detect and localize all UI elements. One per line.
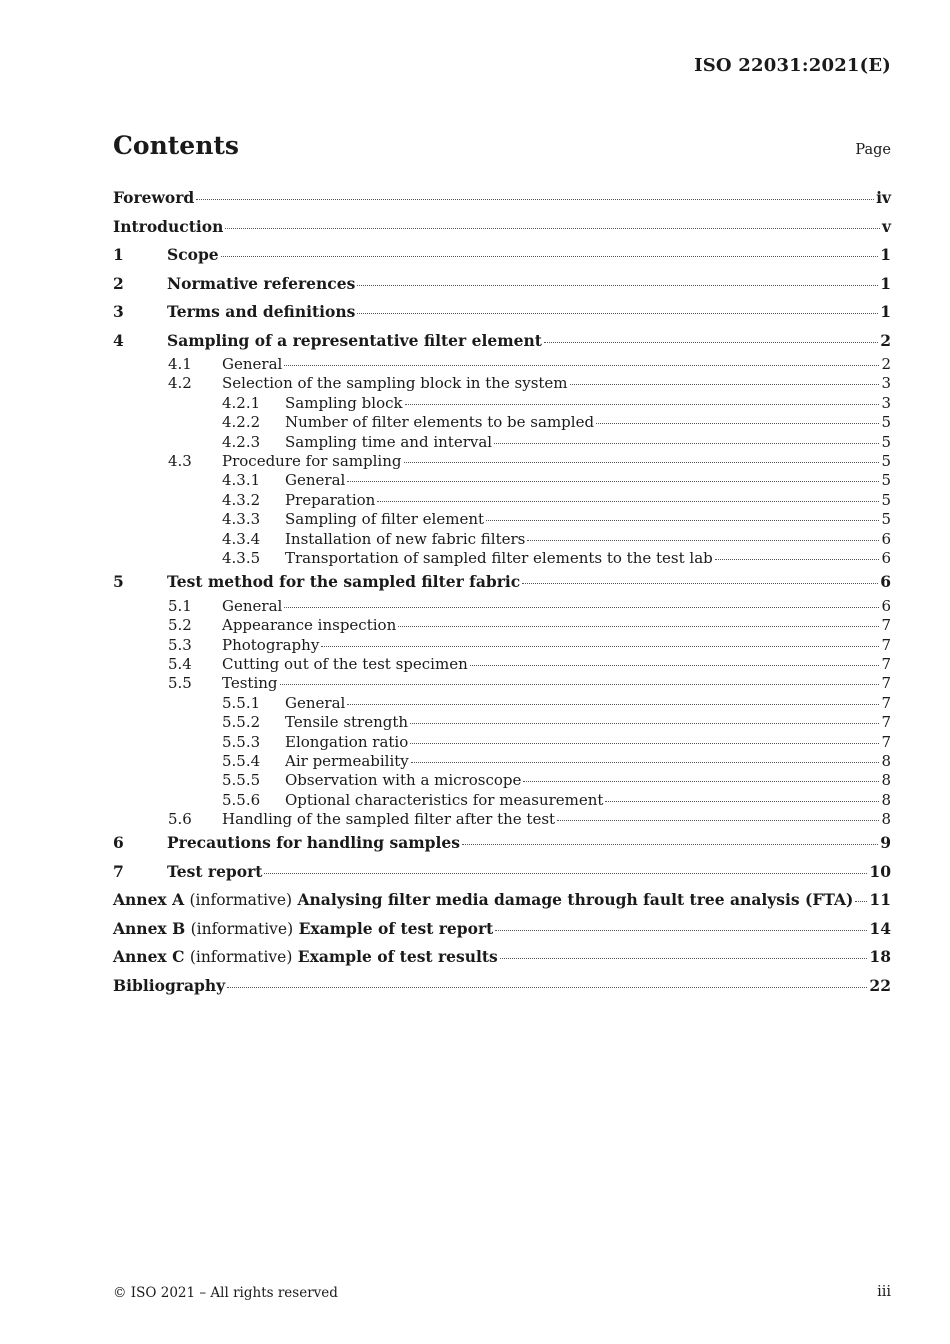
toc-entry[interactable] <box>113 568 891 597</box>
toc-entry-title <box>113 886 853 915</box>
toc-entry-page: 3 <box>881 374 891 393</box>
toc-entry-number: 5.5.3 <box>222 732 261 751</box>
toc-entry[interactable] <box>113 374 891 393</box>
toc-entry-page: 5 <box>881 413 891 432</box>
dot-leader <box>411 762 880 763</box>
toc-entry[interactable] <box>113 886 891 915</box>
toc-entry-title <box>113 915 493 944</box>
dot-leader <box>357 313 878 314</box>
toc-entry-page: 1 <box>880 245 891 264</box>
toc-entry-title: Number of filter elements to be sampled <box>285 413 595 432</box>
toc-entry-number: 6 <box>113 833 124 853</box>
toc-entry[interactable] <box>113 829 891 858</box>
dot-leader <box>221 256 879 257</box>
toc-entry-title: Foreword <box>113 188 195 207</box>
toc-entry-number: 4.3.2 <box>222 490 261 509</box>
toc-entry-number: 5.2 <box>168 616 192 635</box>
toc-entry-page: 5 <box>881 490 891 509</box>
toc-entry-page: 5 <box>881 510 891 529</box>
toc-entry-page: 8 <box>881 771 891 790</box>
toc-entry[interactable] <box>113 471 891 490</box>
toc-entry[interactable] <box>113 413 891 432</box>
toc-entry-title: Normative references <box>167 273 356 293</box>
toc-entry[interactable] <box>113 433 891 452</box>
toc-entry-title: Appearance inspection <box>222 616 397 635</box>
toc-entry[interactable] <box>113 915 891 944</box>
toc-entry-title: Test report <box>167 861 263 881</box>
toc-entry-page: 18 <box>869 947 891 967</box>
toc-entry-page: 5 <box>881 432 891 451</box>
toc-entry[interactable] <box>113 674 891 693</box>
toc-entry[interactable] <box>113 597 891 616</box>
toc-entry-page: 6 <box>881 529 891 548</box>
contents-heading: Contents <box>113 131 240 160</box>
toc-entry-number: 4.3.1 <box>222 471 261 490</box>
toc-entry-title: Test method for the sampled filter fabric <box>167 572 521 592</box>
toc-entry-title: Air permeability <box>285 751 409 770</box>
annex-label: Annex A <box>113 890 185 910</box>
page-column-label: Page <box>855 142 891 158</box>
dot-leader <box>321 646 879 647</box>
toc-entry-number: 4 <box>113 330 124 350</box>
toc-entry-page: v <box>881 216 891 236</box>
dot-leader <box>570 384 880 385</box>
toc-entry-title: Introduction <box>113 216 224 236</box>
toc-entry-page: 8 <box>881 790 891 809</box>
toc-entry-title: Bibliography <box>113 975 226 995</box>
dot-leader <box>605 801 879 802</box>
toc-entry-title: Cutting out of the test specimen <box>222 654 468 673</box>
toc-entry-title: Optional characteristics for measurement <box>285 790 604 809</box>
toc-entry[interactable] <box>113 510 891 529</box>
toc-entry-number: 5.5.2 <box>222 713 261 732</box>
dot-leader <box>410 723 879 724</box>
toc-entry[interactable] <box>113 791 891 810</box>
toc-entry-number: 3 <box>113 302 124 321</box>
toc-entry-number: 5.3 <box>168 635 192 654</box>
toc-entry[interactable] <box>113 752 891 771</box>
dot-leader <box>462 844 878 845</box>
toc-entry[interactable] <box>113 491 891 510</box>
toc-entry-title: Photography <box>222 635 320 654</box>
toc-entry[interactable] <box>113 616 891 635</box>
dot-leader <box>225 228 880 229</box>
toc-entry[interactable] <box>113 733 891 752</box>
toc-entry-number: 4.3.5 <box>222 548 261 567</box>
copyright-notice: © ISO 2021 – All rights reserved <box>113 1285 338 1301</box>
toc-entry-title: Transportation of sampled filter elements to the test lab <box>285 548 713 567</box>
toc-entry-page: 14 <box>869 918 891 938</box>
toc-entry-page: 11 <box>869 890 891 910</box>
toc-entry-title: General <box>222 596 283 615</box>
page-number: iii <box>877 1284 891 1300</box>
toc-entry-page: 7 <box>881 693 891 712</box>
toc-entry-title: Sampling block <box>285 393 403 412</box>
toc-entry-number: 4.2.1 <box>222 393 261 412</box>
dot-leader <box>398 626 879 627</box>
toc-entry-title: Tensile strength <box>285 713 409 732</box>
toc-entry-title: Installation of new fabric filters <box>285 529 526 548</box>
dot-leader <box>284 607 879 608</box>
toc-entry-page: 7 <box>881 732 891 751</box>
toc-entry-page: 7 <box>881 635 891 654</box>
toc-entry-title: Scope <box>167 245 219 264</box>
toc-entry-page: 8 <box>881 751 891 770</box>
toc-entry-title: Terms and definitions <box>167 302 356 321</box>
toc-entry-number: 5.4 <box>168 654 192 673</box>
toc-entry[interactable] <box>113 655 891 674</box>
annex-note: (informative) <box>190 919 294 938</box>
toc-entry[interactable] <box>113 636 891 655</box>
dot-leader <box>494 443 879 444</box>
toc-entry[interactable] <box>113 810 891 829</box>
toc-entry-page: 2 <box>880 330 891 350</box>
toc-entry-title <box>113 943 498 972</box>
toc-entry-number: 4.3.3 <box>222 510 261 529</box>
toc-entry[interactable] <box>113 394 891 413</box>
toc-entry-number: 5.5.5 <box>222 771 261 790</box>
toc-entry-page: 9 <box>880 833 891 853</box>
toc-entry-title: Testing <box>222 674 278 693</box>
toc-entry[interactable] <box>113 943 891 972</box>
toc-entry-title: Sampling of a representative filter element <box>167 330 542 350</box>
toc-entry[interactable] <box>113 355 891 374</box>
document-id: ISO 22031:2021(E) <box>694 55 891 76</box>
toc-entry-page: 10 <box>869 861 891 881</box>
annex-label: Annex C <box>113 947 185 967</box>
toc-entry[interactable] <box>113 530 891 549</box>
dot-leader <box>523 781 879 782</box>
toc-entry-page: 7 <box>881 674 891 693</box>
toc-entry-number: 2 <box>113 273 124 293</box>
dot-leader <box>527 540 879 541</box>
toc-entry-title: Handling of the sampled filter after the test <box>222 810 556 829</box>
dot-leader <box>544 342 878 343</box>
toc-entry-number: 4.3 <box>168 451 192 470</box>
toc-entry[interactable] <box>113 241 891 270</box>
dot-leader <box>347 704 879 705</box>
toc-entry-page: 1 <box>880 273 891 293</box>
toc-entry-number: 5 <box>113 572 124 592</box>
toc-entry[interactable] <box>113 858 891 887</box>
toc-entry-title: Procedure for sampling <box>222 451 402 470</box>
toc-entry-page: 6 <box>880 572 891 592</box>
toc-entry-page: 7 <box>881 654 891 673</box>
dot-leader <box>522 583 878 584</box>
toc-entry-number: 5.6 <box>168 810 192 829</box>
toc-entry[interactable] <box>113 298 891 327</box>
dot-leader <box>557 820 879 821</box>
dot-leader <box>405 404 880 405</box>
dot-leader <box>410 743 879 744</box>
toc-entry-page: 22 <box>869 975 891 995</box>
dot-leader <box>715 559 880 560</box>
annex-title: Analysing filter media damage through fault tree analysis (FTA) <box>297 890 854 910</box>
toc-entry[interactable] <box>113 452 891 471</box>
dot-leader <box>495 930 867 931</box>
annex-title: Example of test report <box>298 918 494 938</box>
toc-entry-title: General <box>285 471 346 490</box>
dot-leader <box>357 285 878 286</box>
annex-label: Annex B <box>113 918 186 938</box>
toc-entry-title: Precautions for handling samples <box>167 833 460 853</box>
dot-leader <box>284 365 879 366</box>
toc-entry-number: 1 <box>113 245 124 264</box>
toc-entry[interactable] <box>113 694 891 713</box>
toc-entry-page: 5 <box>881 471 891 490</box>
dot-leader <box>227 987 867 988</box>
toc-entry[interactable] <box>113 213 891 242</box>
toc-entry-title: Selection of the sampling block in the system <box>222 374 568 393</box>
toc-entry-page: 1 <box>880 302 891 321</box>
toc-entry-page: 5 <box>881 451 891 470</box>
dot-leader <box>486 520 879 521</box>
toc-entry-number: 4.2 <box>168 374 192 393</box>
toc-entry-title: Observation with a microscope <box>285 771 522 790</box>
annex-note: (informative) <box>189 948 293 967</box>
toc-entry[interactable] <box>113 549 891 568</box>
toc-entry-title: Elongation ratio <box>285 732 409 751</box>
toc-entry[interactable] <box>113 184 891 213</box>
dot-leader <box>264 873 867 874</box>
toc-entry-page: 6 <box>881 596 891 615</box>
toc-entry-number: 4.2.3 <box>222 432 261 451</box>
toc-entry-title: Sampling of filter element <box>285 510 485 529</box>
toc-entry-number: 5.5.4 <box>222 751 261 770</box>
annex-note: (informative) <box>189 891 293 910</box>
toc-entry[interactable] <box>113 327 891 356</box>
toc-entry-number: 4.2.2 <box>222 413 261 432</box>
dot-leader <box>596 423 879 424</box>
toc-entry-number: 5.5.6 <box>222 790 261 809</box>
toc-entry-page: 6 <box>881 548 891 567</box>
toc-entry-page: 3 <box>881 393 891 412</box>
table-of-contents <box>113 184 891 1000</box>
dot-leader <box>470 665 880 666</box>
dot-leader <box>855 901 867 902</box>
toc-entry-number: 5.5.1 <box>222 693 261 712</box>
toc-entry-number: 7 <box>113 861 124 881</box>
toc-entry-title: Sampling time and interval <box>285 432 493 451</box>
toc-entry-number: 4.3.4 <box>222 529 261 548</box>
toc-entry-page: 7 <box>881 616 891 635</box>
dot-leader <box>404 462 880 463</box>
toc-entry-title: General <box>222 355 283 373</box>
toc-entry-page: 2 <box>881 355 891 373</box>
dot-leader <box>347 481 879 482</box>
dot-leader <box>377 501 879 502</box>
toc-entry-title: Preparation <box>285 490 376 509</box>
toc-entry-title: General <box>285 693 346 712</box>
dot-leader <box>500 958 868 959</box>
toc-entry-page: 8 <box>881 810 891 829</box>
toc-entry-page: iv <box>876 188 891 207</box>
toc-entry[interactable] <box>113 771 891 790</box>
toc-entry[interactable] <box>113 270 891 299</box>
toc-entry-page: 7 <box>881 713 891 732</box>
toc-entry[interactable] <box>113 972 891 1001</box>
dot-leader <box>196 199 874 200</box>
annex-title: Example of test results <box>297 947 498 967</box>
toc-entry[interactable] <box>113 713 891 732</box>
dot-leader <box>280 684 880 685</box>
toc-entry-number: 4.1 <box>168 355 192 373</box>
toc-entry-number: 5.1 <box>168 596 192 615</box>
toc-entry-number: 5.5 <box>168 674 192 693</box>
